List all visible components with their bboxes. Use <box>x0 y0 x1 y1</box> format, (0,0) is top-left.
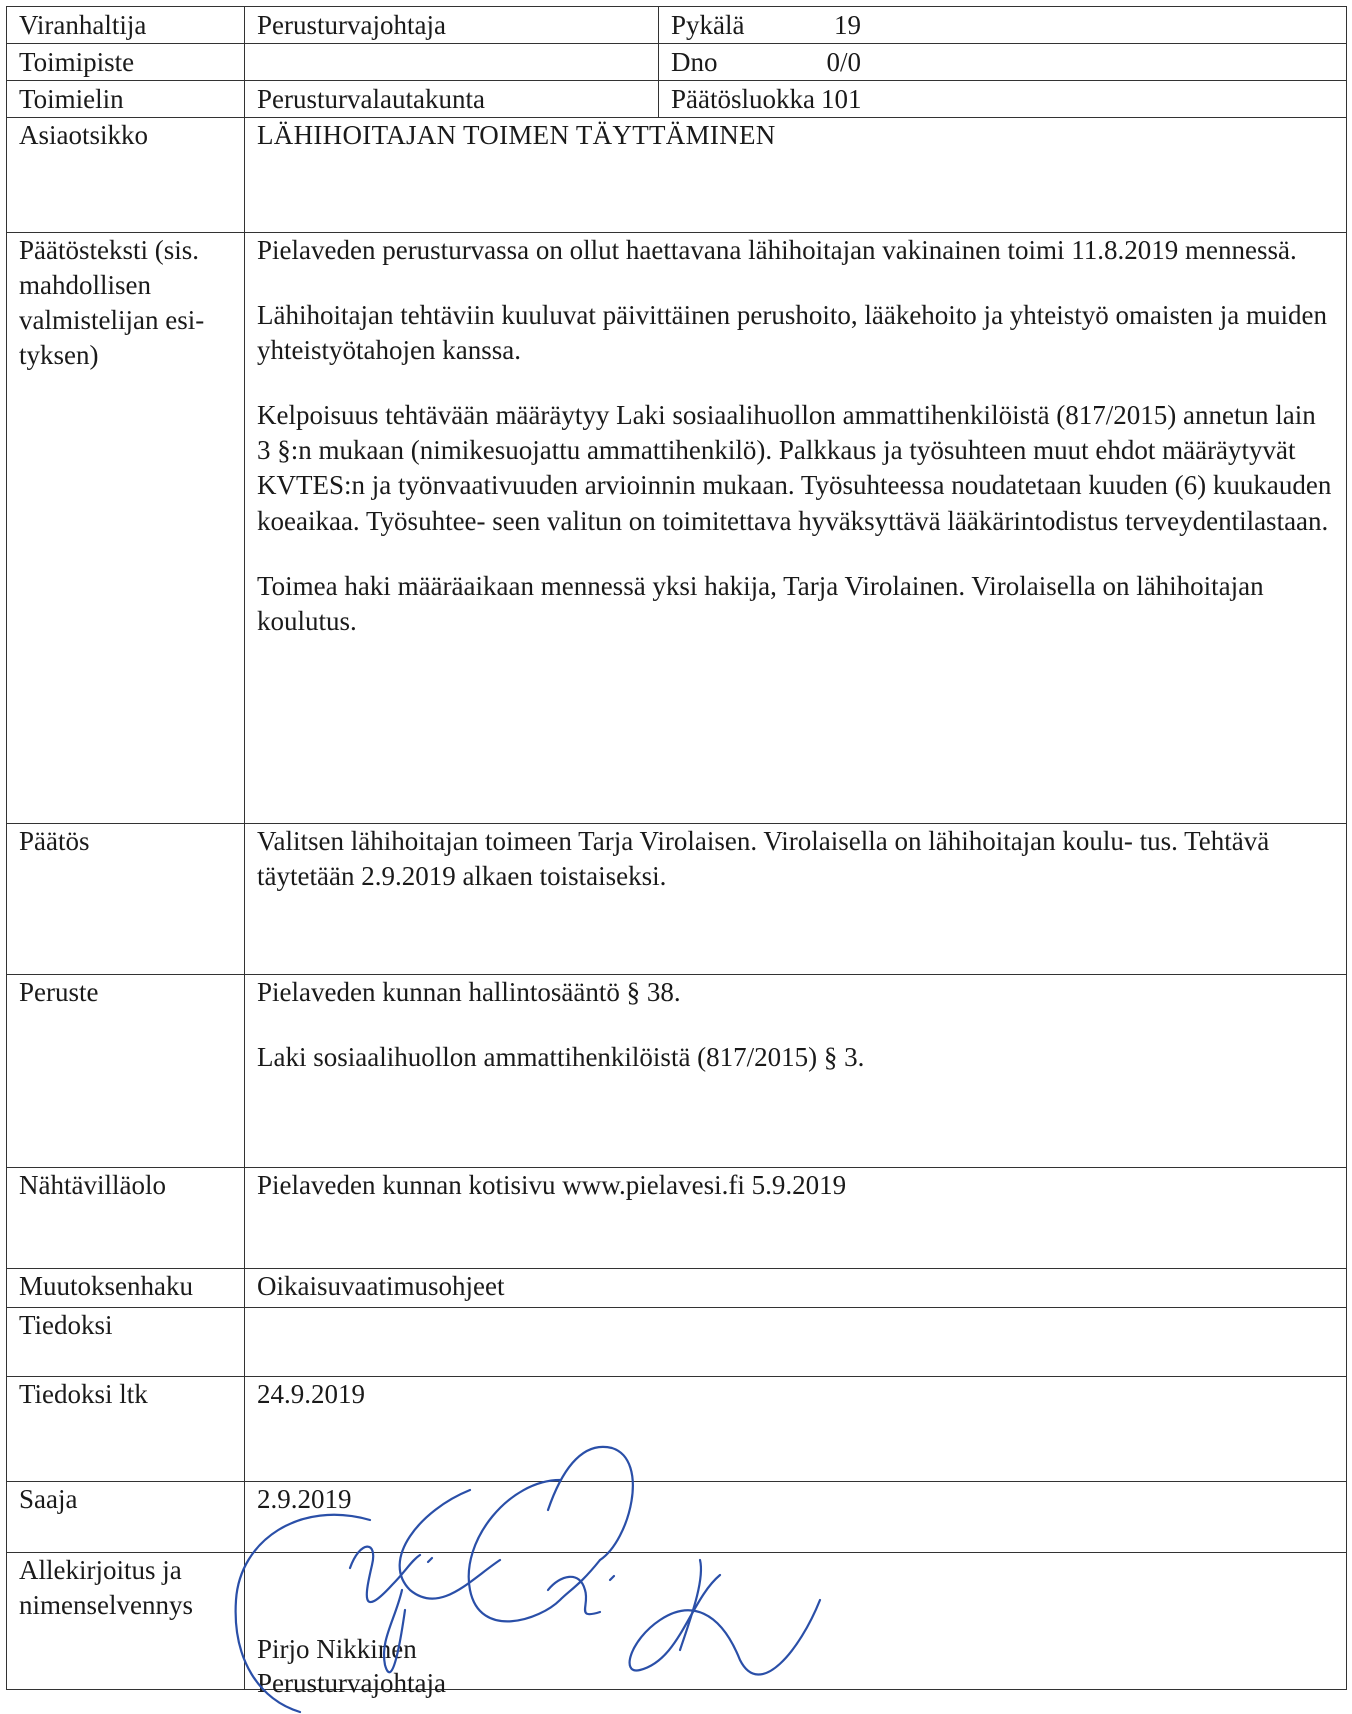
paatos-text: Valitsen lähihoitajan toimeen Tarja Virolaisen. Virolaisella on lähihoitajan koulu- tus. Tehtävä täytetään 2.9.2019 alkaen toistaiseksi. <box>245 824 1347 975</box>
meta-dno <box>659 44 1347 81</box>
label-muutoksenhaku: Muutoksenhaku <box>7 1269 245 1308</box>
label-peruste: Peruste <box>7 975 245 1168</box>
peruste-body <box>245 975 1347 1168</box>
label-viranhaltija: Viranhaltija <box>7 7 245 44</box>
label-nahtavillaolo: Nähtävilläolo <box>7 1168 245 1269</box>
peruste-paragraph: Laki sosiaalihuollon ammattihenkilöistä (817/2015) § 3. <box>257 1042 865 1073</box>
value-tiedoksi-ltk: 24.9.2019 <box>245 1377 1347 1482</box>
value-nahtavillaolo: Pielaveden kunnan kotisivu www.pielavesi.fi 5.9.2019 <box>245 1168 1347 1269</box>
row-asiaotsikko <box>7 118 1347 233</box>
row-muutoksenhaku <box>7 1269 1347 1308</box>
header-row-toimielin <box>7 81 1347 118</box>
page-title: LÄHIHOITAJAN TOIMEN TÄYTTÄMINEN <box>245 118 1347 233</box>
row-tiedoksi-ltk <box>7 1377 1347 1482</box>
signatory-block <box>257 1633 446 1701</box>
value-toimipiste <box>245 44 659 81</box>
signatory-title: Perusturvajohtaja <box>257 1667 446 1698</box>
meta-value-paatosluokka: 101 <box>821 84 862 114</box>
row-paatosteksti <box>7 233 1347 824</box>
paatosteksti-body <box>245 233 1347 824</box>
label-allekirjoitus: Allekirjoitus ja nimenselvennys <box>7 1553 245 1690</box>
value-viranhaltija: Perusturvajohtaja <box>245 7 659 44</box>
paatosteksti-paragraph: Lähihoitajan tehtäviin kuuluvat päivittäinen perushoito, lääkehoito ja yhteistyö omaisten ja muiden yhteistyötahojen kanssa. <box>257 300 1327 366</box>
meta-value-dno: 0/0 <box>826 47 861 77</box>
row-paatos <box>7 824 1347 975</box>
paatosteksti-paragraph: Toimea haki määräaikaan mennessä yksi hakija, Tarja Virolainen. Virolaisella on lähihoitajan koulutus. <box>257 570 1264 636</box>
row-saaja <box>7 1482 1347 1553</box>
label-tiedoksi-ltk: Tiedoksi ltk <box>7 1377 245 1482</box>
paatosteksti-paragraph: Pielaveden perusturvassa on ollut haettavana lähihoitajan vakinainen toimi 11.8.2019 mennessä. <box>257 235 1297 265</box>
label-asiaotsikko: Asiaotsikko <box>7 118 245 233</box>
meta-paatosluokka <box>659 81 1347 118</box>
label-paatosteksti: Päätösteksti (sis. mahdollisen valmistelijan esi- tyksen) <box>7 233 245 824</box>
value-tiedoksi <box>245 1308 1347 1377</box>
row-tiedoksi <box>7 1308 1347 1377</box>
row-peruste <box>7 975 1347 1168</box>
row-allekirjoitus <box>7 1553 1347 1690</box>
label-saaja: Saaja <box>7 1482 245 1553</box>
signatory-name: Pirjo Nikkinen <box>257 1634 417 1664</box>
header-row-viranhaltija <box>7 7 1347 44</box>
peruste-paragraph: Pielaveden kunnan hallintosääntö § 38. <box>257 977 681 1007</box>
label-paatos: Päätös <box>7 824 245 975</box>
meta-label-pykala: Pykälä <box>671 10 745 40</box>
value-muutoksenhaku: Oikaisuvaatimusohjeet <box>245 1269 1347 1308</box>
label-toimipiste: Toimipiste <box>7 44 245 81</box>
value-toimielin: Perusturvalautakunta <box>245 81 659 118</box>
decision-form-table <box>6 6 1347 1698</box>
meta-label-dno: Dno <box>671 47 718 77</box>
header-row-toimipiste <box>7 44 1347 81</box>
meta-label-paatosluokka: Päätösluokka <box>671 84 815 114</box>
meta-value-pykala: 19 <box>834 10 861 40</box>
label-toimielin: Toimielin <box>7 81 245 118</box>
row-nahtavillaolo <box>7 1168 1347 1269</box>
label-tiedoksi: Tiedoksi <box>7 1308 245 1377</box>
meta-pykala <box>659 7 1347 44</box>
paatosteksti-paragraph: Kelpoisuus tehtävään määräytyy Laki sosiaalihuollon ammattihenkilöistä (817/2015) annetun lain 3 §:n mukaan (nimikesuojattu ammattihenkilö). Palkkaus ja työsuhteen muut ehdot määräytyvät KVTES:n ja työnvaativuuden arvioinnin mukaan. Työsuhteessa noudatetaan kuuden (6) kuukauden koeaikaa. Työsuhtee- seen valitun on toimitettava hyväksyttävä lääkärintodistus terveydentilastaan. <box>257 400 1332 536</box>
signature-cell <box>245 1553 1347 1698</box>
value-saaja: 2.9.2019 <box>245 1482 1347 1553</box>
